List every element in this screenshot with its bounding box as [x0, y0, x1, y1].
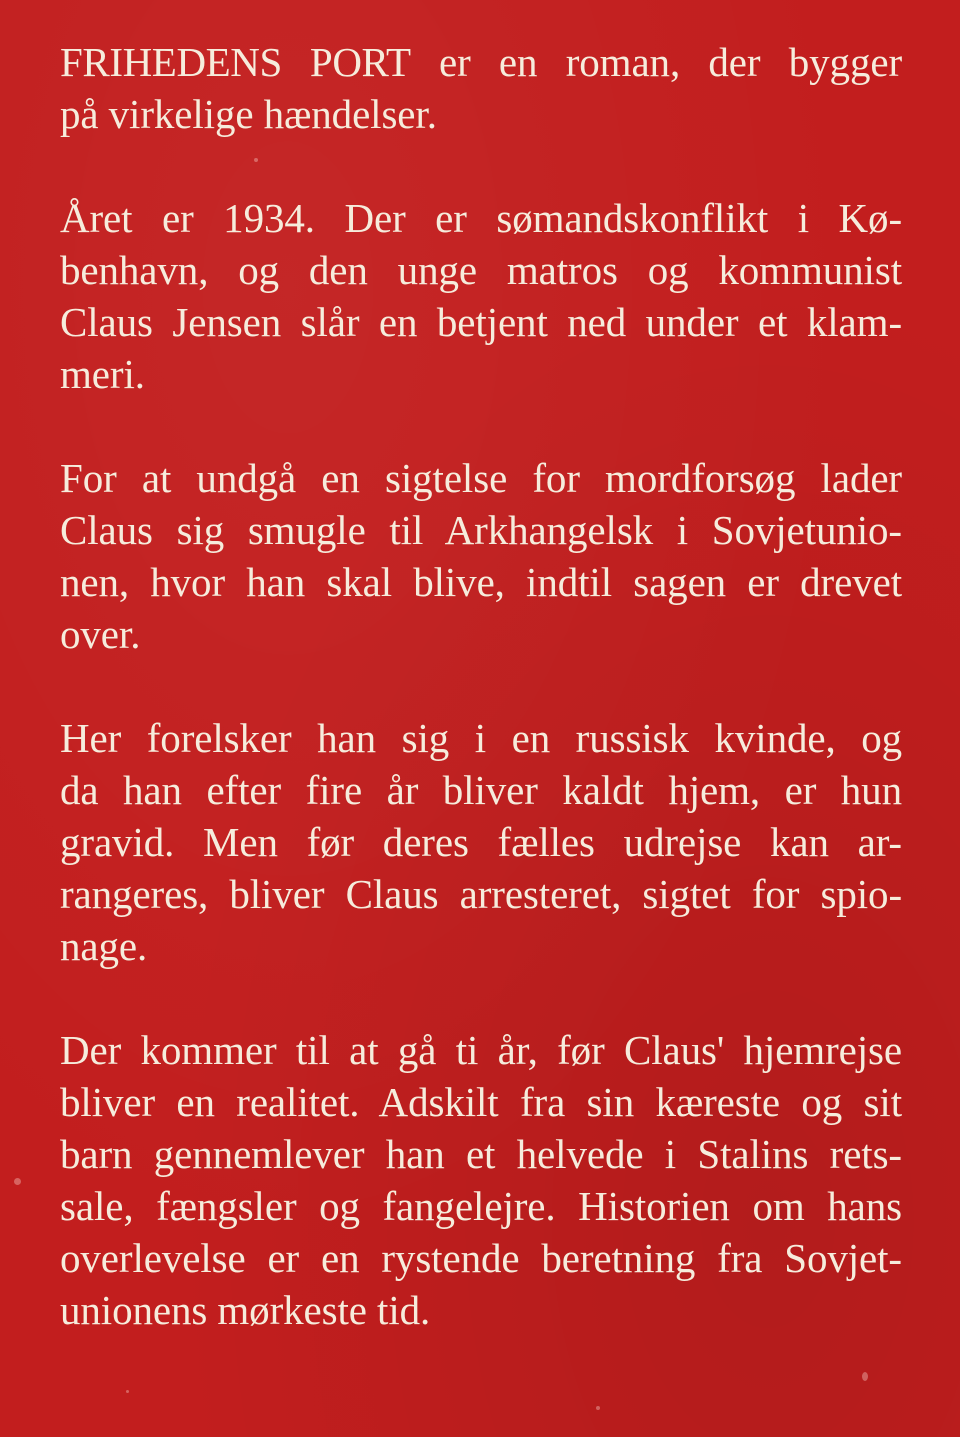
book-title: FRIHEDENS PORT: [60, 39, 411, 85]
blurb-line: Der kommer til at gå ti år, før Claus' hjemrejse: [60, 1027, 902, 1073]
blurb-paragraph-survival: [60, 1024, 902, 1336]
paper-speck: [126, 1390, 129, 1393]
paper-speck: [596, 1406, 600, 1410]
blurb-paragraph-setting: [60, 192, 902, 400]
blurb-line: barn gennemlever han et helvede i Stalins rets-: [60, 1131, 902, 1177]
blurb-line: gravid. Men før deres fælles udrejse kan ar-: [60, 819, 902, 865]
blurb-line: da han efter fire år bliver kaldt hjem, er hun: [60, 767, 902, 813]
blurb-line: overlevelse er en rystende beretning fra Sovjet-: [60, 1235, 902, 1281]
blurb-line: [60, 36, 902, 88]
paper-speck: [14, 1178, 21, 1185]
blurb-line: Claus sig smugle til Arkhangelsk i Sovjetunio-: [60, 507, 902, 553]
blurb-line: meri.: [60, 351, 145, 397]
blurb-paragraph-arrest: [60, 712, 902, 972]
blurb-line: over.: [60, 611, 141, 657]
blurb-paragraph-escape: [60, 452, 902, 660]
blurb-line: Claus Jensen slår en betjent ned under et klam-: [60, 299, 902, 345]
blurb-line: bliver en realitet. Adskilt fra sin kæreste og sit: [60, 1079, 902, 1125]
blurb-line: nage.: [60, 923, 148, 969]
blurb-line: unionens mørkeste tid.: [60, 1287, 431, 1333]
paper-speck: [254, 158, 258, 162]
blurb-line: sale, fængsler og fangelejre. Historien om hans: [60, 1183, 902, 1229]
blurb-paragraph-intro: [60, 36, 902, 140]
blurb-line-text: er en roman, der bygger: [410, 39, 903, 85]
blurb-line: For at undgå en sigtelse for mordforsøg lader: [60, 455, 902, 501]
paper-speck: [862, 1372, 868, 1381]
blurb-line: Året er 1934. Der er sømandskonflikt i Kø-: [60, 195, 902, 241]
blurb-line: Her forelsker han sig i en russisk kvinde, og: [60, 715, 902, 761]
blurb-line: på virkelige hændelser.: [60, 91, 437, 137]
blurb-line: benhavn, og den unge matros og kommunist: [60, 247, 902, 293]
blurb-line: rangeres, bliver Claus arresteret, sigtet for spio-: [60, 871, 902, 917]
blurb-line: nen, hvor han skal blive, indtil sagen er drevet: [60, 559, 902, 605]
